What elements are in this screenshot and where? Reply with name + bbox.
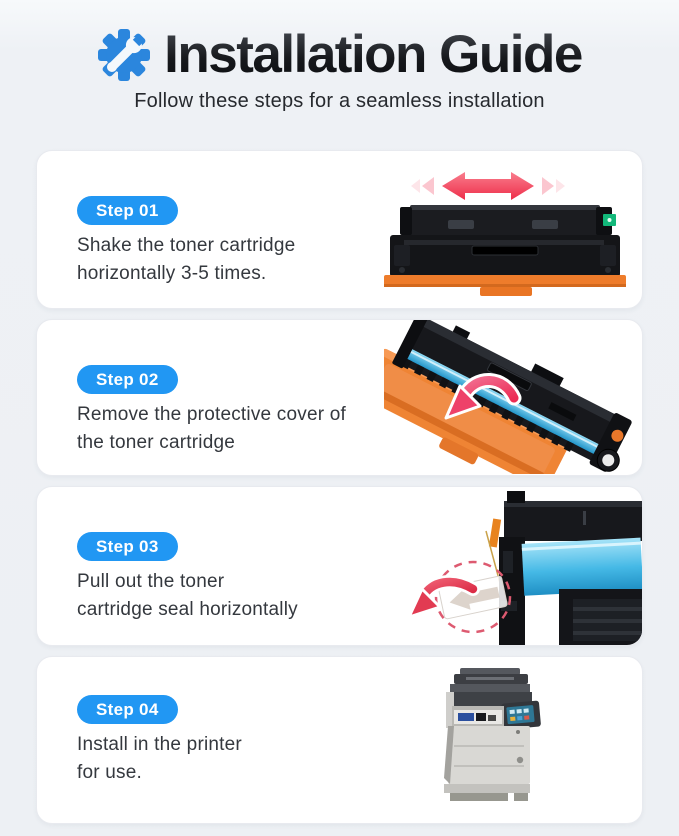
control-panel [501,700,541,729]
printer-install-illustration [436,665,554,805]
page-subtitle: Follow these steps for a seamless installation [134,90,545,112]
step-1-badge: Step 01 [77,196,178,225]
step-4-line-1: Install in the printer [77,734,242,755]
step-1-description [77,232,295,288]
step-2-description [77,401,346,457]
header-row [0,24,679,86]
toner-cartridge-shake-illustration [380,165,630,297]
toner-cartridge-front [384,205,626,296]
seal-pull-illustration [387,491,642,646]
gear-wrench-icon [97,28,151,82]
step-4-badge: Step 04 [77,695,178,724]
step-2-badge: Step 02 [77,365,178,394]
step-4-line-2: for use. [77,762,142,783]
step-1-line-1: Shake the toner cartridge [77,235,296,256]
step-card-4 [36,656,643,824]
multifunction-printer [444,668,541,801]
step-card-1 [36,150,643,309]
steps-list [36,150,643,824]
step-1-text-block [77,196,295,288]
step-3-line-2: cartridge seal horizontally [77,599,298,620]
step-4-text-block [77,695,242,787]
page-title: Installation Guide [164,25,582,84]
protective-cover-removal-illustration [384,320,642,474]
step-2-line-2: the toner cartridge [77,432,235,453]
step-1-line-2: horizontally 3-5 times. [77,263,267,284]
step-3-description [77,568,298,624]
step-card-2 [36,319,643,476]
step-3-line-1: Pull out the toner [77,571,225,592]
shake-double-arrow-icon [411,172,565,200]
toner-cartridge-closeup [486,491,642,646]
step-4-description [77,731,242,787]
step-2-line-1: Remove the protective cover of [77,404,346,425]
header [0,0,679,114]
step-2-text-block [77,365,346,457]
step-card-3 [36,486,643,646]
step-3-text-block [77,532,298,624]
step-3-badge: Step 03 [77,532,178,561]
